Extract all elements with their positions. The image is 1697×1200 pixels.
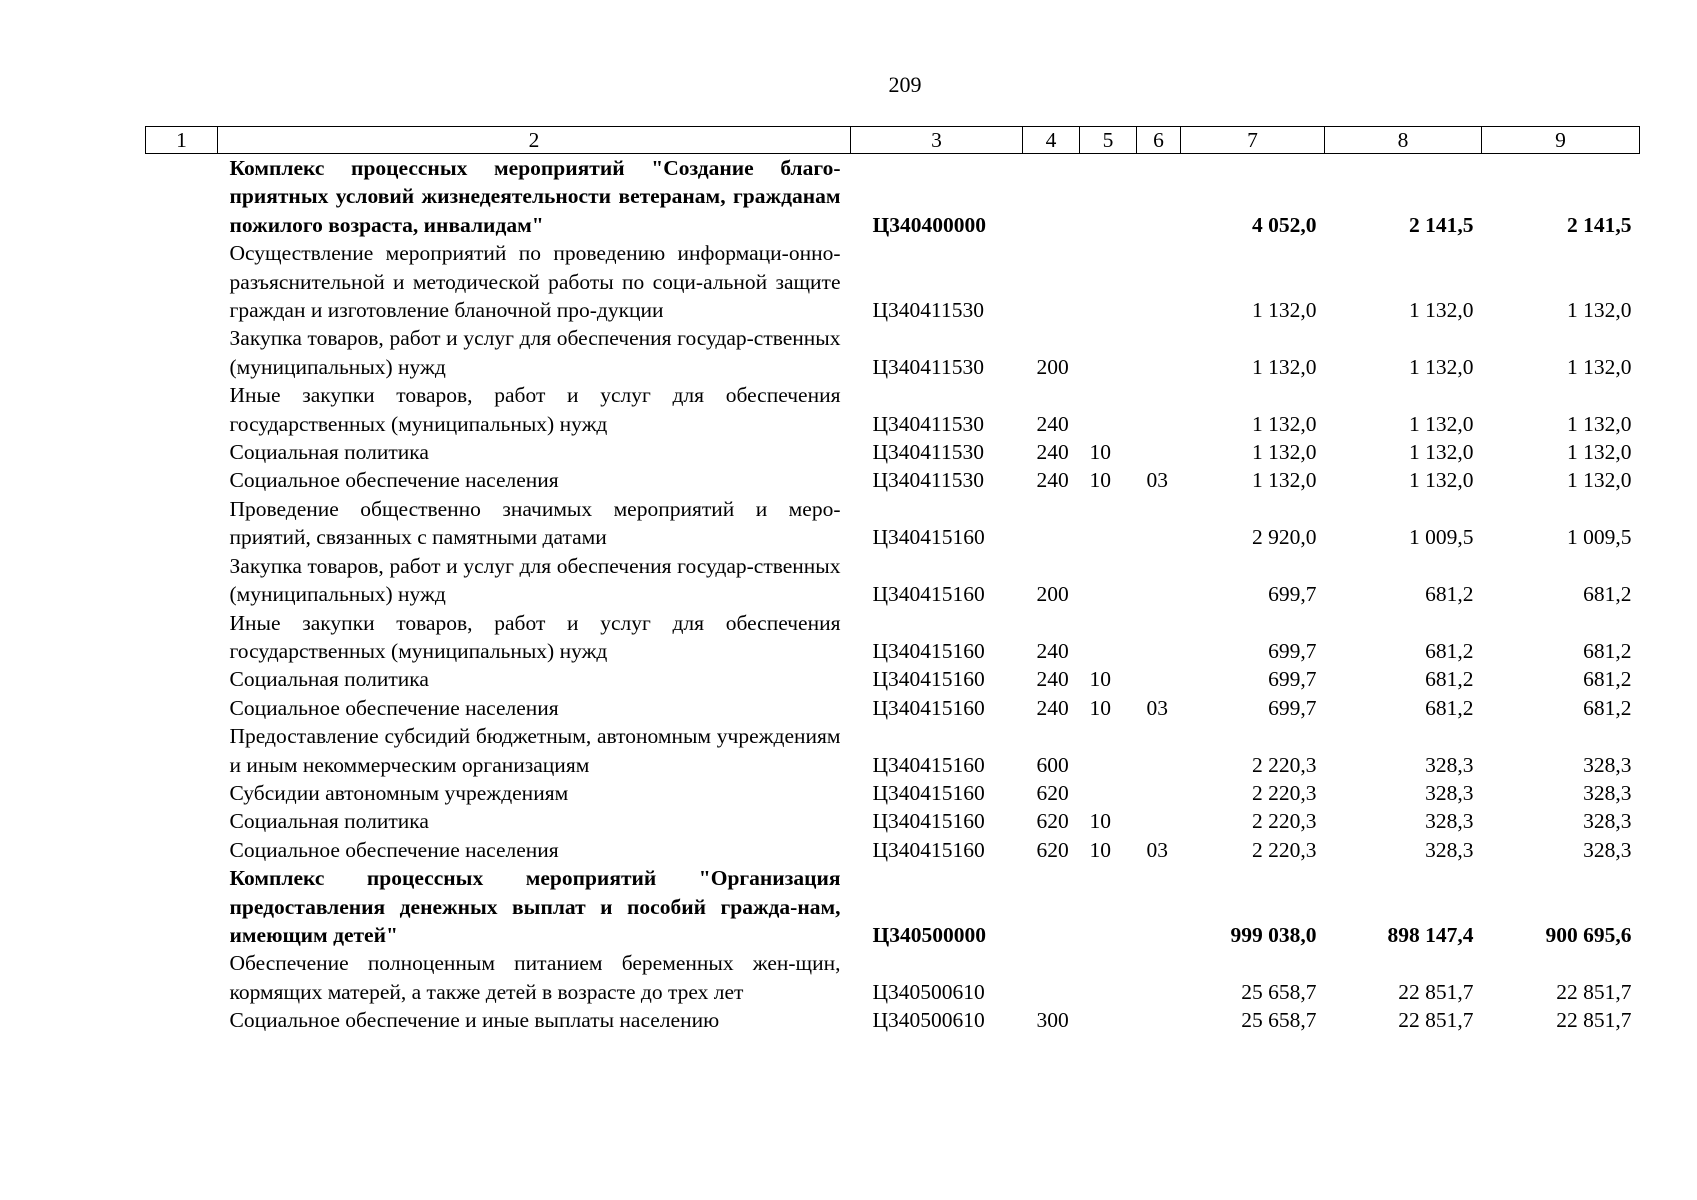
expense-type-cell: 200	[1036, 354, 1069, 379]
section-cell	[1080, 609, 1137, 666]
amount-col9-cell: 900 695,6	[1545, 922, 1632, 947]
item-name-cell: Комплекс процессных мероприятий "Создание благо-приятных условий жизнедеятельности ветеранам, гражданам пожилого возраста, инвалидам"	[229, 156, 841, 237]
expense-type-cell: 620	[1036, 809, 1069, 834]
amount-col9-cell: 1 132,0	[1567, 440, 1632, 465]
row-number-cell	[146, 779, 218, 807]
amount-col7-cell: 699,7	[1268, 667, 1317, 692]
expense-type-cell: 240	[1036, 695, 1069, 720]
amount-col7-cell: 699,7	[1268, 638, 1317, 663]
section-cell	[1080, 1006, 1137, 1034]
target-code-cell: Ц340411530	[872, 440, 984, 465]
row-number-cell	[146, 949, 218, 1006]
amount-col8-cell: 328,3	[1425, 752, 1474, 777]
row-number-cell	[146, 552, 218, 609]
item-name-cell: Субсидии автономным учреждениям	[229, 780, 569, 805]
item-name-cell: Социальная политика	[229, 440, 429, 465]
item-name-cell: Обеспечение полноценным питанием беременных жен-щин, кормящих матерей, а также детей в возрасте до трех лет	[229, 951, 841, 1004]
target-code-cell: Ц340415160	[872, 582, 985, 607]
amount-col7-cell: 25 658,7	[1241, 979, 1317, 1004]
item-name-cell: Социальное обеспечение населения	[229, 695, 559, 720]
subsection-cell	[1137, 807, 1181, 835]
section-cell	[1080, 722, 1137, 779]
expense-type-cell: 240	[1036, 468, 1069, 493]
section-cell	[1080, 324, 1137, 381]
expense-type-cell: 620	[1036, 837, 1069, 862]
table-row	[146, 495, 1640, 552]
column-header-4: 4	[1023, 127, 1080, 154]
expense-type-cell: 240	[1036, 638, 1069, 663]
item-name-cell: Социальное обеспечение и иные выплаты населению	[229, 1008, 720, 1033]
row-number-cell	[146, 694, 218, 722]
table-row	[146, 665, 1640, 693]
item-name-cell: Проведение общественно значимых мероприятий и меро-приятий, связанных с памятными датами	[229, 496, 841, 550]
target-code-cell: Ц340415160	[872, 809, 985, 834]
item-name-cell: Закупка товаров, работ и услуг для обеспечения государ-ственных (муниципальных) нужд	[229, 326, 841, 379]
row-number-cell	[146, 836, 218, 864]
row-number-cell	[146, 324, 218, 381]
amount-col8-cell: 1 132,0	[1409, 411, 1474, 436]
target-code-cell: Ц340500610	[872, 1008, 985, 1033]
subsection-cell	[1137, 495, 1181, 552]
amount-col8-cell: 898 147,4	[1387, 922, 1474, 947]
table-row	[146, 154, 1640, 240]
table-row	[146, 239, 1640, 324]
amount-col7-cell: 2 920,0	[1252, 525, 1317, 550]
row-number-cell	[146, 864, 218, 949]
row-number-cell	[146, 154, 218, 240]
amount-col9-cell: 328,3	[1583, 780, 1632, 805]
amount-col8-cell: 328,3	[1425, 809, 1474, 834]
expense-type-cell	[1023, 495, 1080, 552]
row-number-cell	[146, 495, 218, 552]
row-number-cell	[146, 722, 218, 779]
amount-col9-cell: 2 141,5	[1567, 212, 1632, 237]
target-code-cell: Ц340415160	[872, 638, 985, 663]
item-name-cell: Социальная политика	[229, 667, 429, 692]
amount-col7-cell: 1 132,0	[1252, 298, 1317, 323]
amount-col8-cell: 681,2	[1425, 695, 1474, 720]
table-row	[146, 694, 1640, 722]
target-code-cell: Ц340500610	[872, 979, 985, 1004]
item-name-cell: Осуществление мероприятий по проведению информаци-онно-разъяснительной и методической работы по соци-альной защите граждан и изготовление бланочной про-дукции	[229, 241, 841, 323]
target-code-cell: Ц340415160	[872, 695, 985, 720]
section-cell: 10	[1089, 440, 1111, 465]
subsection-cell	[1137, 1006, 1181, 1034]
target-code-cell: Ц340415160	[872, 752, 985, 777]
section-cell	[1080, 495, 1137, 552]
subsection-cell	[1137, 324, 1181, 381]
page-number: 209	[888, 72, 922, 97]
subsection-cell	[1137, 864, 1181, 949]
section-cell: 10	[1089, 667, 1111, 692]
item-name-cell: Иные закупки товаров, работ и услуг для обеспечения государственных (муниципальных) нужд	[229, 383, 841, 436]
amount-col9-cell: 681,2	[1583, 695, 1632, 720]
table-row	[146, 1006, 1640, 1034]
expense-type-cell: 620	[1036, 780, 1069, 805]
table-row	[146, 722, 1640, 779]
table-row	[146, 807, 1640, 835]
section-cell	[1080, 779, 1137, 807]
amount-col8-cell: 22 851,7	[1398, 979, 1474, 1004]
amount-col8-cell: 1 132,0	[1409, 298, 1474, 323]
amount-col9-cell: 681,2	[1583, 638, 1632, 663]
subsection-cell	[1137, 665, 1181, 693]
amount-col7-cell: 2 220,3	[1252, 752, 1317, 777]
section-cell	[1080, 949, 1137, 1006]
amount-col8-cell: 1 132,0	[1409, 468, 1474, 493]
header-row	[146, 127, 1640, 154]
amount-col9-cell: 681,2	[1583, 582, 1632, 607]
target-code-cell: Ц340415160	[872, 780, 985, 805]
section-cell	[1080, 239, 1137, 324]
subsection-cell	[1137, 722, 1181, 779]
amount-col7-cell: 4 052,0	[1252, 212, 1317, 237]
table-row	[146, 864, 1640, 949]
expense-type-cell: 300	[1036, 1008, 1069, 1033]
amount-col7-cell: 1 132,0	[1252, 411, 1317, 436]
column-header-8: 8	[1325, 127, 1482, 154]
expense-type-cell	[1023, 239, 1080, 324]
subsection-cell	[1137, 239, 1181, 324]
expense-type-cell: 200	[1036, 582, 1069, 607]
column-header-9: 9	[1482, 127, 1640, 154]
target-code-cell: Ц340400000	[872, 212, 986, 237]
item-name-cell: Закупка товаров, работ и услуг для обеспечения государ-ственных (муниципальных) нужд	[229, 553, 841, 607]
amount-col9-cell: 1 132,0	[1567, 468, 1632, 493]
amount-col9-cell: 1 132,0	[1567, 354, 1632, 379]
amount-col7-cell: 999 038,0	[1230, 922, 1317, 947]
column-header-7: 7	[1181, 127, 1325, 154]
amount-col7-cell: 2 220,3	[1252, 780, 1317, 805]
section-cell: 10	[1089, 809, 1111, 834]
target-code-cell: Ц340415160	[872, 667, 985, 692]
row-number-cell	[146, 609, 218, 666]
row-number-cell	[146, 438, 218, 466]
amount-col8-cell: 681,2	[1425, 582, 1474, 607]
section-cell	[1080, 154, 1137, 240]
amount-col9-cell: 328,3	[1583, 809, 1632, 834]
amount-col9-cell: 22 851,7	[1556, 1008, 1632, 1033]
item-name-cell: Социальное обеспечение населения	[229, 468, 559, 493]
expense-type-cell: 240	[1036, 440, 1069, 465]
table-row	[146, 552, 1640, 609]
amount-col9-cell: 1 009,5	[1567, 525, 1632, 550]
column-header-1: 1	[146, 127, 218, 154]
subsection-cell	[1137, 949, 1181, 1006]
subsection-cell	[1137, 552, 1181, 609]
row-number-cell	[146, 381, 218, 438]
amount-col9-cell: 1 132,0	[1567, 411, 1632, 436]
target-code-cell: Ц340411530	[872, 411, 984, 436]
subsection-cell	[1137, 779, 1181, 807]
section-cell: 10	[1089, 695, 1111, 720]
budget-table	[145, 126, 1640, 1035]
amount-col8-cell: 1 132,0	[1409, 354, 1474, 379]
row-number-cell	[146, 466, 218, 494]
item-name-cell: Предоставление субсидий бюджетным, автономным учреждениям и иным некоммерческим организациям	[229, 724, 841, 777]
amount-col7-cell: 1 132,0	[1252, 354, 1317, 379]
subsection-cell	[1137, 381, 1181, 438]
amount-col8-cell: 681,2	[1425, 667, 1474, 692]
target-code-cell: Ц340411530	[872, 468, 984, 493]
amount-col8-cell: 328,3	[1425, 837, 1474, 862]
section-cell: 10	[1089, 468, 1111, 493]
expense-type-cell: 600	[1036, 752, 1069, 777]
section-cell	[1080, 552, 1137, 609]
item-name-cell: Иные закупки товаров, работ и услуг для обеспечения государственных (муниципальных) нужд	[229, 610, 841, 663]
target-code-cell: Ц340415160	[872, 525, 985, 550]
amount-col7-cell: 1 132,0	[1252, 468, 1317, 493]
subsection-cell: 03	[1146, 695, 1168, 720]
table-row	[146, 381, 1640, 438]
table-row	[146, 466, 1640, 494]
column-header-3: 3	[851, 127, 1023, 154]
row-number-cell	[146, 665, 218, 693]
column-header-2: 2	[218, 127, 851, 154]
amount-col8-cell: 1 132,0	[1409, 440, 1474, 465]
expense-type-cell	[1023, 949, 1080, 1006]
amount-col8-cell: 681,2	[1425, 638, 1474, 663]
row-number-cell	[146, 239, 218, 324]
amount-col8-cell: 328,3	[1425, 780, 1474, 805]
subsection-cell: 03	[1146, 468, 1168, 493]
expense-type-cell	[1023, 864, 1080, 949]
row-number-cell	[146, 807, 218, 835]
target-code-cell: Ц340500000	[872, 922, 986, 947]
amount-col9-cell: 328,3	[1583, 837, 1632, 862]
expense-type-cell: 240	[1036, 667, 1069, 692]
table-row	[146, 949, 1640, 1006]
amount-col9-cell: 328,3	[1583, 752, 1632, 777]
table-row	[146, 438, 1640, 466]
amount-col7-cell: 2 220,3	[1252, 837, 1317, 862]
amount-col8-cell: 22 851,7	[1398, 1008, 1474, 1033]
section-cell	[1080, 381, 1137, 438]
column-header-6: 6	[1137, 127, 1181, 154]
table-row	[146, 779, 1640, 807]
amount-col7-cell: 25 658,7	[1241, 1008, 1317, 1033]
column-header-5: 5	[1080, 127, 1137, 154]
amount-col9-cell: 1 132,0	[1567, 298, 1632, 323]
subsection-cell	[1137, 438, 1181, 466]
table-body	[146, 154, 1640, 1035]
amount-col7-cell: 699,7	[1268, 695, 1317, 720]
subsection-cell	[1137, 609, 1181, 666]
item-name-cell: Социальная политика	[229, 809, 429, 834]
target-code-cell: Ц340411530	[872, 298, 984, 323]
amount-col8-cell: 2 141,5	[1409, 212, 1474, 237]
target-code-cell: Ц340411530	[872, 354, 984, 379]
section-cell	[1080, 864, 1137, 949]
table-row	[146, 609, 1640, 666]
amount-col7-cell: 699,7	[1268, 582, 1317, 607]
item-name-cell: Комплекс процессных мероприятий "Организация предоставления денежных выплат и пособий гражда-нам, имеющим детей"	[229, 866, 841, 947]
amount-col8-cell: 1 009,5	[1409, 525, 1474, 550]
target-code-cell: Ц340415160	[872, 837, 985, 862]
amount-col9-cell: 22 851,7	[1556, 979, 1632, 1004]
section-cell: 10	[1089, 837, 1111, 862]
item-name-cell: Социальное обеспечение населения	[229, 837, 559, 862]
table-row	[146, 324, 1640, 381]
row-number-cell	[146, 1006, 218, 1034]
amount-col9-cell: 681,2	[1583, 667, 1632, 692]
subsection-cell: 03	[1146, 837, 1168, 862]
amount-col7-cell: 1 132,0	[1252, 440, 1317, 465]
table-row	[146, 836, 1640, 864]
table-header	[146, 127, 1640, 154]
expense-type-cell	[1023, 154, 1080, 240]
expense-type-cell: 240	[1036, 411, 1069, 436]
amount-col7-cell: 2 220,3	[1252, 809, 1317, 834]
subsection-cell	[1137, 154, 1181, 240]
